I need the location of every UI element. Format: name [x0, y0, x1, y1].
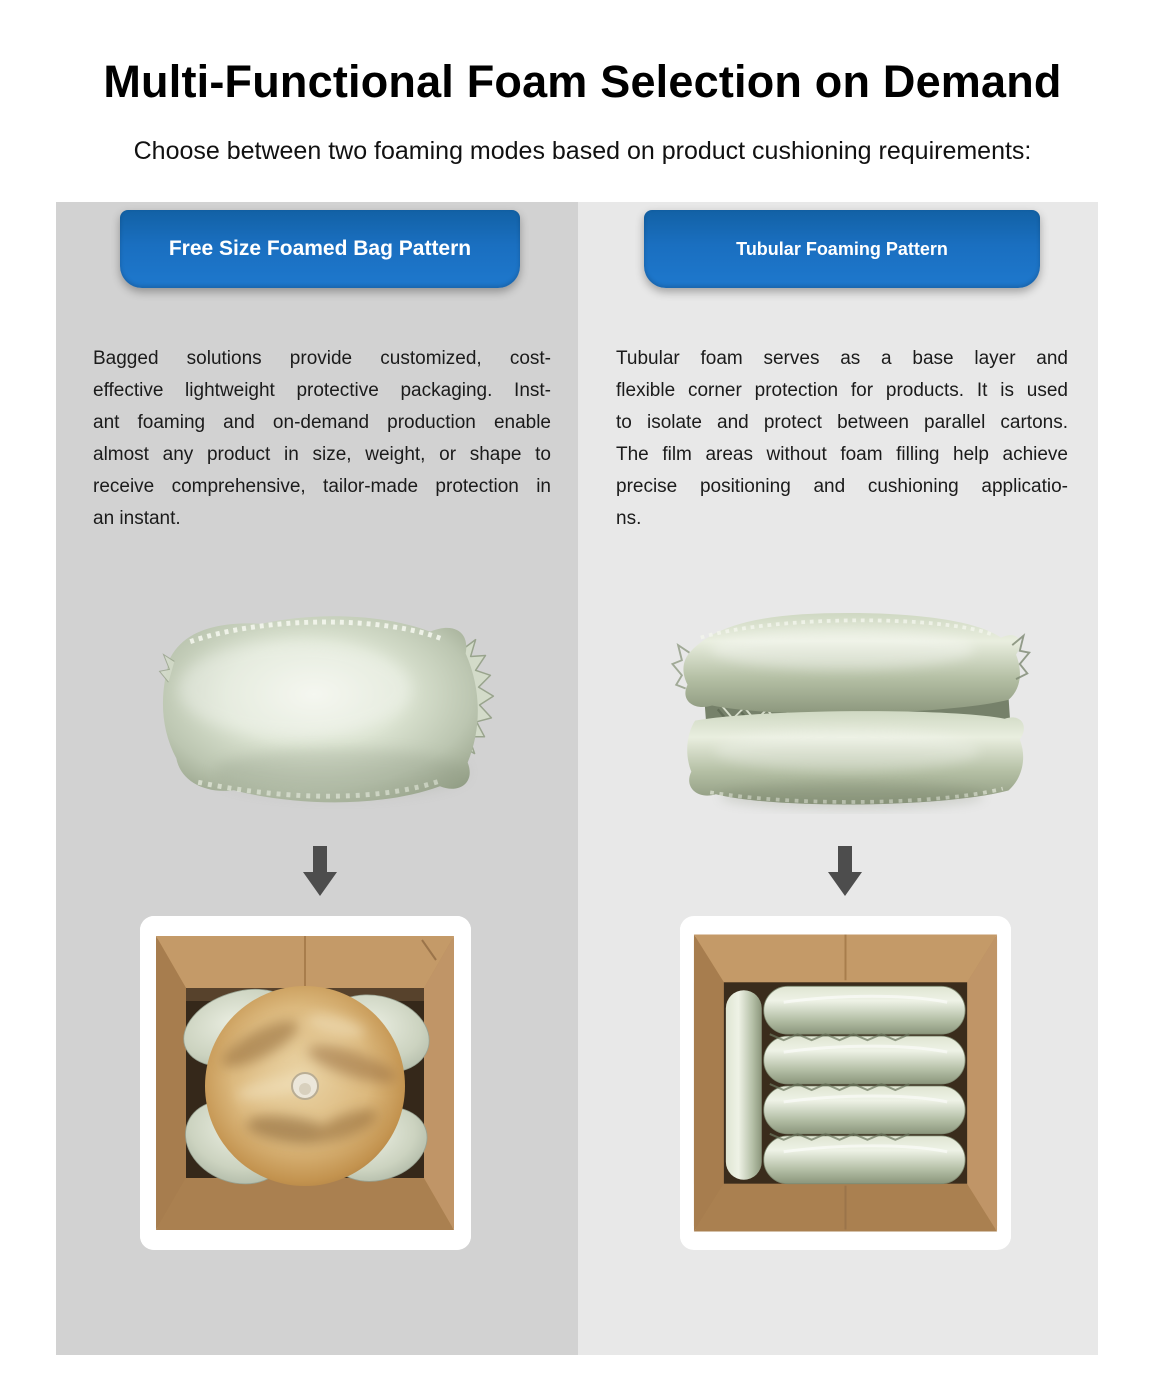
tubular-foam-photo [663, 598, 1033, 814]
down-arrow-icon [303, 846, 337, 896]
right-column-tubular-foam [578, 202, 1098, 1355]
page-subtitle: Choose between two foaming modes based on product cushioning requirements: [133, 137, 1032, 165]
down-arrow-icon [828, 846, 862, 896]
banner-tubular-foaming: Tubular Foaming Pattern [644, 210, 1040, 288]
left-description: Bagged solutions provide customized, cost- effective lightweight protective packaging. Inst- ant foaming and on-demand production enable almost any product in size, weight, or shape to receive comprehensive, tailor-made protection in an instant. [93, 348, 551, 529]
foam-bag-photo [146, 598, 500, 812]
page-title: Multi-Functional Foam Selection on Demand [103, 56, 1062, 107]
packed-box-sink-photo [140, 916, 471, 1250]
right-description: Tubular foam serves as a base layer and flexible corner protection for products. It is used to isolate and protect between parallel cartons. The film areas without foam filling help achieve precise positioning and cushioning applicatio- ns. [616, 348, 1068, 529]
left-column-free-size-bag [56, 202, 578, 1355]
banner-free-size-foamed-bag: Free Size Foamed Bag Pattern [120, 210, 520, 288]
packed-box-tubes-photo [680, 916, 1011, 1250]
